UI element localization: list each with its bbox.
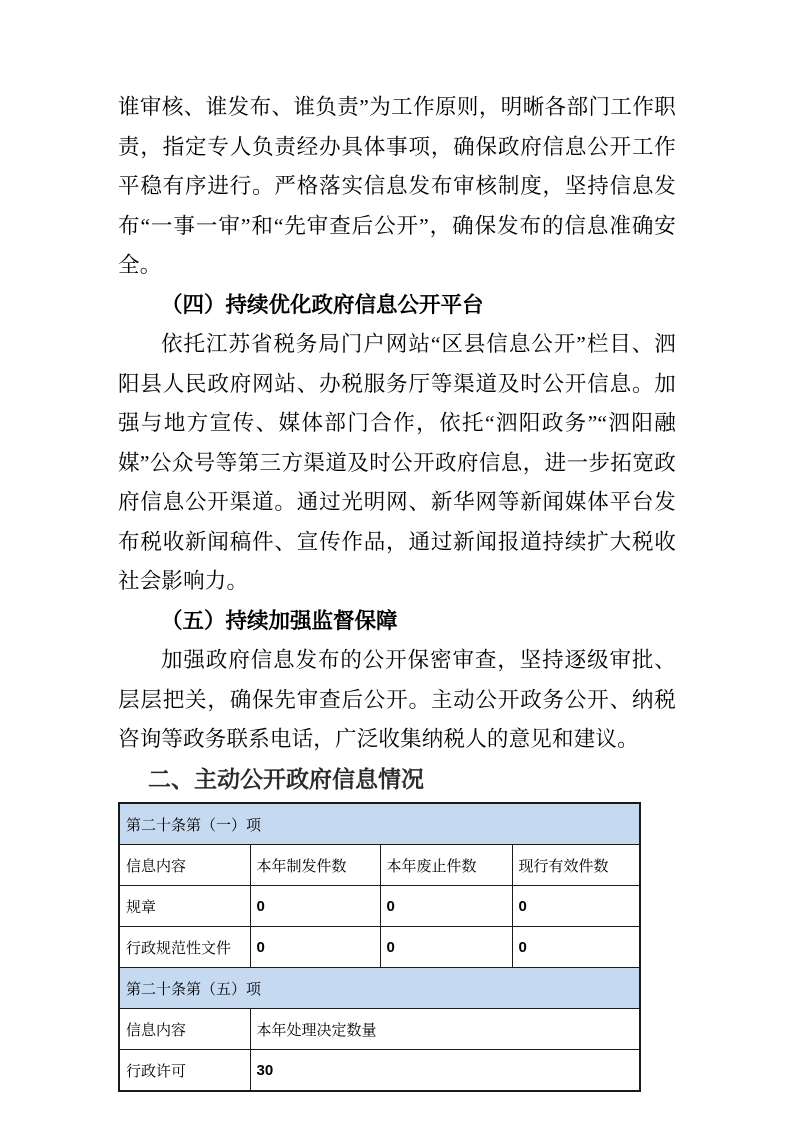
table-section1-title-row [119,803,640,845]
table-section1-header-row [119,844,640,885]
table-section1-title: 第二十条第（一）项 [119,803,640,845]
column-header-currently-effective: 现行有效件数 [512,844,640,885]
row-label-normative-documents: 行政规范性文件 [119,926,250,967]
row-label-regulations: 规章 [119,885,250,926]
table-row-regulations [119,885,640,926]
info-disclosure-table [118,802,641,1092]
normative-effective-count: 0 [512,926,640,967]
table-section2-title-row [119,967,640,1008]
document-content [118,88,676,1092]
paragraph-review-principles: 谁审核、谁发布、谁负责”为工作原则，明晰各部门工作职责，指定专人负责经办具体事项，确保政府信息公开工作平稳有序进行。严格落实信息发布审核制度，坚持信息发布“一事一审”和“先审查后公开”，确保发布的信息准确安全。 [118,95,676,277]
section-heading-proactive-disclosure: 二、主动公开政府信息情况 [148,765,424,792]
column-header-info-content: 信息内容 [119,844,250,885]
column-header-info-content-2: 信息内容 [119,1008,250,1049]
regulations-issued-count: 0 [250,885,380,926]
paragraph-supervision: 加强政府信息发布的公开保密审查，坚持逐级审批、层层把关，确保先审查后公开。主动公开政务公开、纳税咨询等政务联系电话，广泛收集纳税人的意见和建议。 [118,648,676,751]
subsection-heading-item5: （五）持续加强监督保障 [161,608,398,633]
subsection-heading-item4: （四）持续优化政府信息公开平台 [161,292,484,317]
column-header-repealed-this-year: 本年废止件数 [380,844,512,885]
regulations-effective-count: 0 [512,885,640,926]
table-row-administrative-license [119,1049,640,1091]
column-header-issued-this-year: 本年制发件数 [250,844,380,885]
normative-repealed-count: 0 [380,926,512,967]
normative-issued-count: 0 [250,926,380,967]
column-header-decisions-this-year: 本年处理决定数量 [250,1008,640,1049]
table-section2-header-row [119,1008,640,1049]
regulations-repealed-count: 0 [380,885,512,926]
table-row-normative-documents [119,926,640,967]
paragraph-disclosure-platform: 依托江苏省税务局门户网站“区县信息公开”栏目、泗阳县人民政府网站、办税服务厅等渠道及时公开信息。加强与地方宣传、媒体部门合作，依托“泗阳政务”“泗阳融媒”公众号等第三方渠道及时公开政府信息，进一步拓宽政府信息公开渠道。通过光明网、新华网等新闻媒体平台发布税收新闻稿件、宣传作品，通过新闻报道持续扩大税收社会影响力。 [118,332,676,593]
table-section2-title: 第二十条第（五）项 [119,967,640,1008]
administrative-license-count: 30 [250,1049,640,1091]
row-label-administrative-license: 行政许可 [119,1049,250,1091]
